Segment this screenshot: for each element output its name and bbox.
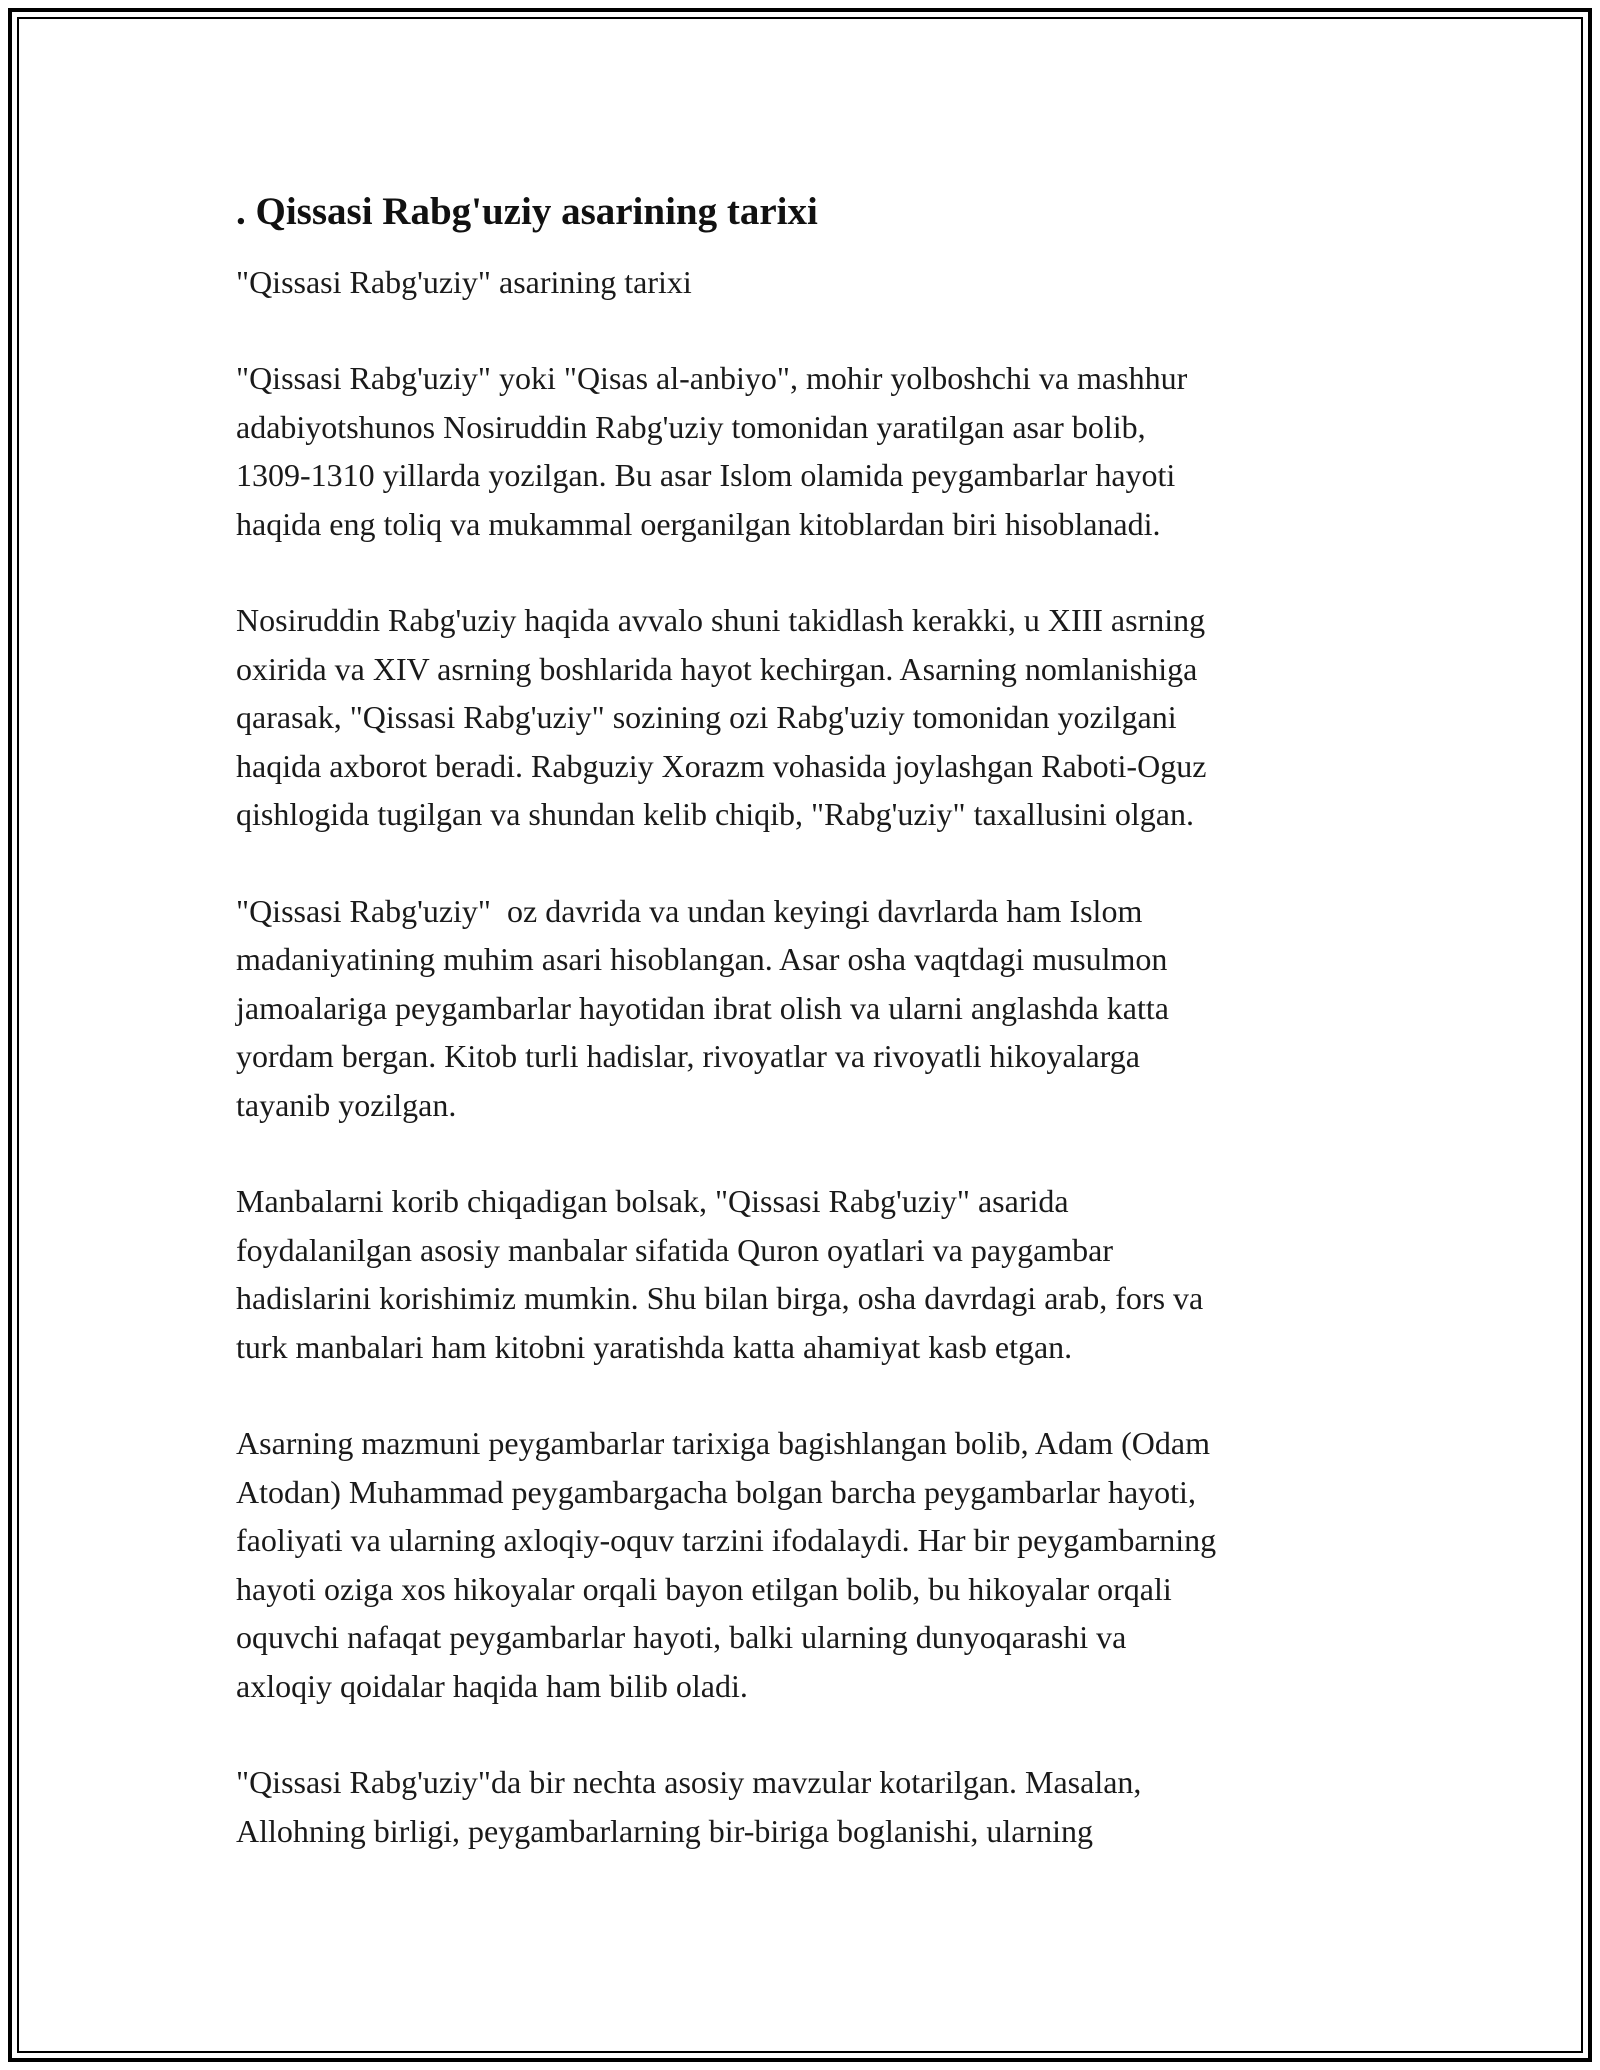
paragraph-line: haqida axborot beradi. Rabguziy Xorazm vohasida joylashgan Raboti-Oguz xyxy=(236,747,1207,784)
paragraph-line: adabiyotshunos Nosiruddin Rabg'uziy tomonidan yaratilgan asar bolib, xyxy=(236,408,1146,445)
document-title: . Qissasi Rabg'uziy asarining tarixi xyxy=(236,190,818,233)
paragraph-line: hadislarini korishimiz mumkin. Shu bilan birga, osha davrdagi arab, fors va xyxy=(236,1280,1204,1316)
paragraph xyxy=(236,1758,1376,1855)
paragraph-line: tayanib yozilgan. xyxy=(236,1086,457,1123)
paragraph xyxy=(236,1177,1376,1371)
paragraph-line: Asarning mazmuni peygambarlar tarixiga bagishlangan bolib, Adam (Odam xyxy=(236,1425,1210,1461)
paragraph-line: "Qissasi Rabg'uziy" yoki "Qisas al-anbiyo", mohir yolboshchi va mashhur xyxy=(236,360,1188,396)
paragraph-line: "Qissasi Rabg'uziy"da bir nechta asosiy mavzular kotarilgan. Masalan, xyxy=(236,1764,1142,1800)
document-subtitle: "Qissasi Rabg'uziy" asarining tarixi xyxy=(236,264,692,300)
paragraph xyxy=(236,596,1376,839)
paragraph-line: madaniyatining muhim asari hisoblangan. Asar osha vaqtdagi musulmon xyxy=(236,941,1168,977)
paragraph-line: 1309-1310 yillarda yozilgan. Bu asar Islom olamida peygambarlar hayoti xyxy=(236,457,1176,493)
paragraph-line: Allohning birligi, peygambarlarning bir-biriga boglanishi, ularning xyxy=(236,1812,1093,1849)
paragraph-line: faoliyati va ularning axloqiy-oquv tarzini ifodalaydi. Har bir peygambarning xyxy=(236,1522,1217,1558)
paragraph-line: haqida eng toliq va mukammal oerganilgan kitoblardan biri hisoblanadi. xyxy=(236,505,1161,542)
paragraph-line: Nosiruddin Rabg'uziy haqida avvalo shuni takidlash kerakki, u XIII asrning xyxy=(236,602,1206,638)
paragraph-line: Manbalarni korib chiqadigan bolsak, "Qissasi Rabg'uziy" asarida xyxy=(236,1183,1069,1219)
paragraph-line: oxirida va XIV asrning boshlarida hayot kechirgan. Asarning nomlanishiga xyxy=(236,650,1198,687)
paragraph-line: yordam bergan. Kitob turli hadislar, rivoyatlar va rivoyatli hikoyalarga xyxy=(236,1038,1140,1074)
paragraph xyxy=(236,354,1376,548)
paragraph-list xyxy=(236,354,1376,1855)
paragraph-line: foydalanilgan asosiy manbalar sifatida Quron oyatlari va paygambar xyxy=(236,1231,1114,1268)
paragraph-line: turk manbalari ham kitobni yaratishda katta ahamiyat kasb etgan. xyxy=(236,1328,1073,1365)
paragraph xyxy=(236,887,1376,1130)
paragraph-line: oquvchi nafaqat peygambarlar hayoti, balki ularning dunyoqarashi va xyxy=(236,1619,1127,1655)
paragraph-line: Atodan) Muhammad peygambargacha bolgan barcha peygambarlar hayoti, xyxy=(236,1473,1196,1510)
document-body xyxy=(236,186,1376,1903)
paragraph-line: qishlogida tugilgan va shundan kelib chiqib, "Rabg'uziy" taxallusini olgan. xyxy=(236,796,1194,832)
paragraph-line: qarasak, "Qissasi Rabg'uziy" sozining ozi Rabg'uziy tomonidan yozilgani xyxy=(236,699,1177,735)
paragraph-line: "Qissasi Rabg'uziy" oz davrida va undan keyingi davrlarda ham Islom xyxy=(236,892,1143,929)
paragraph-line: axloqiy qoidalar haqida ham bilib oladi. xyxy=(236,1667,748,1704)
paragraph-line: hayoti oziga xos hikoyalar orqali bayon etilgan bolib, bu hikoyalar orqali xyxy=(236,1570,1172,1607)
paragraph-line: jamoalariga peygambarlar hayotidan ibrat olish va ularni anglashda katta xyxy=(236,989,1169,1026)
paragraph xyxy=(236,1419,1376,1710)
